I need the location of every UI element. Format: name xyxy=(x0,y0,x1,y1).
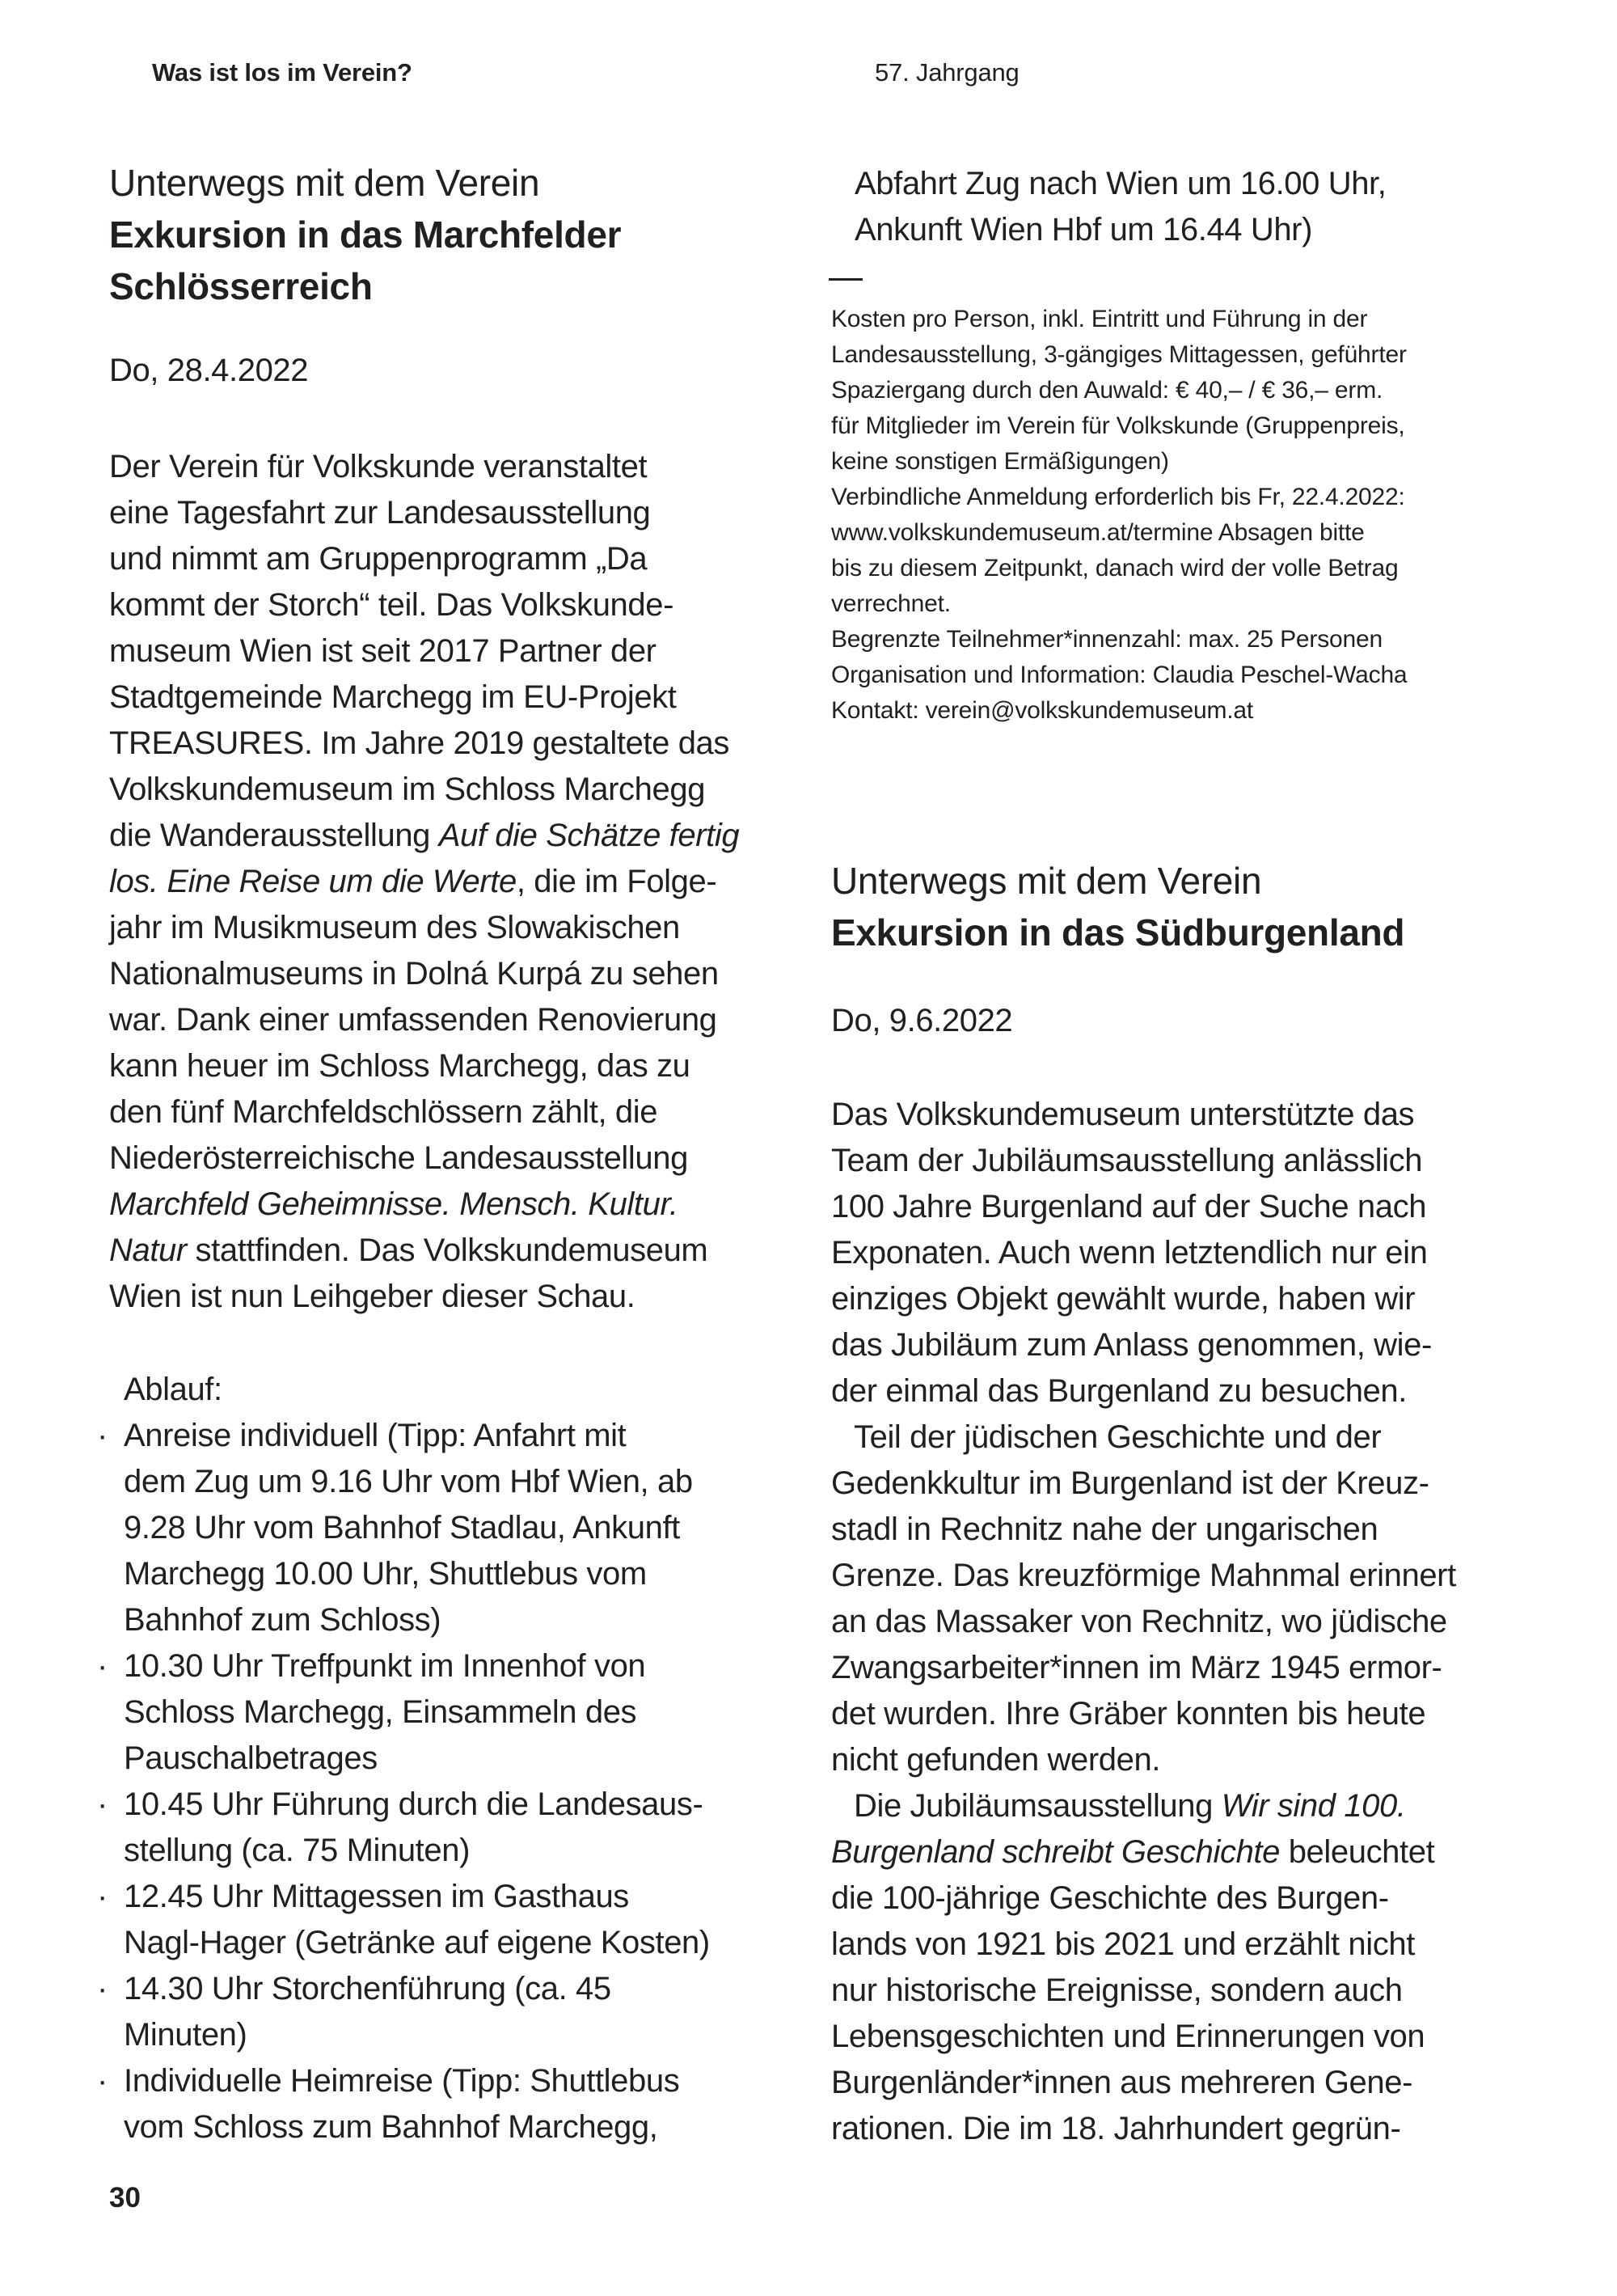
text-line: Landesausstellung, 3-gängiges Mittagessen, geführter xyxy=(831,341,1407,368)
text-line: war. Dank einer umfassenden Renovierung xyxy=(109,1002,717,1038)
text-line: Marchfeld Geheimnisse. Mensch. Kultur. xyxy=(109,1186,678,1222)
text-line: Organisation und Information: Claudia Peschel-Wacha xyxy=(831,662,1408,688)
list-item xyxy=(97,1413,813,1643)
text-line: Natur stattfinden. Das Volkskundemuseum xyxy=(109,1233,708,1268)
text-line: vom Schloss zum Bahnhof Marchegg, xyxy=(124,2109,658,2145)
text-line: den fünf Marchfeldschlössern zählt, die xyxy=(109,1094,658,1130)
schedule-list xyxy=(97,1413,813,2150)
bullet-icon: · xyxy=(97,1879,108,1914)
footnote-rule xyxy=(829,278,863,281)
text-line: nur historische Ereignisse, sondern auch xyxy=(831,1973,1403,2008)
article2-body xyxy=(831,1092,1559,2152)
text-line: Team der Jubiläumsausstellung anlässlich xyxy=(831,1143,1423,1178)
text-line: an das Massaker von Rechnitz, wo jüdische xyxy=(831,1604,1447,1639)
text-line: Das Volkskundemuseum unterstützte das xyxy=(831,1097,1415,1132)
text-line: Abfahrt Zug nach Wien um 16.00 Uhr, xyxy=(855,166,1387,201)
text-line: Nagl-Hager (Getränke auf eigene Kosten) xyxy=(124,1925,710,1960)
list-item xyxy=(97,2058,813,2150)
list-item xyxy=(97,1874,813,1966)
text-line: Minuten) xyxy=(124,2017,247,2053)
text-line: und nimmt am Gruppenprogramm „Da xyxy=(109,541,648,577)
text-line: keine sonstigen Ermäßigungen) xyxy=(831,448,1169,475)
text-line: Stadtgemeinde Marchegg im EU-Projekt xyxy=(109,679,677,715)
text-line: Kontakt: verein@volkskundemuseum.at xyxy=(831,697,1254,724)
text-line: Zwangsarbeiter*innen im März 1945 ermor- xyxy=(831,1650,1442,1685)
text-line: eine Tagesfahrt zur Landesausstellung xyxy=(109,495,651,531)
bullet-icon: · xyxy=(97,2063,108,2099)
text-line: Nationalmuseums in Dolná Kurpá zu sehen xyxy=(109,956,719,992)
article1-footnote xyxy=(831,302,1559,729)
text-line: kommt der Storch“ teil. Das Volkskunde- xyxy=(109,587,673,623)
article1-title-line2: Schlösserreich xyxy=(109,265,373,307)
text-line: Lebensgeschichten und Erinnerungen von xyxy=(831,2019,1425,2054)
text-line: Die Jubiläumsausstellung Wir sind 100. xyxy=(854,1788,1406,1824)
text-line: Individuelle Heimreise (Tipp: Shuttlebus xyxy=(124,2063,680,2099)
page-number: 30 xyxy=(109,2182,141,2214)
text-line: www.volkskundemuseum.at/termine Absagen bitte xyxy=(831,519,1365,546)
text-line: für Mitglieder im Verein für Volkskunde (Gruppenpreis, xyxy=(831,412,1405,439)
bullet-icon: · xyxy=(97,1971,108,2006)
text-line: 10.30 Uhr Treffpunkt im Innenhof von xyxy=(124,1648,646,1684)
schedule-continuation xyxy=(831,161,1386,253)
article2-date: Do, 9.6.2022 xyxy=(831,1003,1013,1038)
text-line: nicht gefunden werden. xyxy=(831,1742,1161,1778)
text-line: jahr im Musikmuseum des Slowakischen xyxy=(109,910,680,945)
text-line: Grenze. Das kreuzförmige Mahnmal erinnert xyxy=(831,1558,1456,1593)
text-line: Gedenkkultur im Burgenland ist der Kreuz- xyxy=(831,1465,1429,1501)
text-line: Exponaten. Auch wenn letztendlich nur ein xyxy=(831,1235,1428,1271)
list-item xyxy=(97,1643,813,1782)
article2-title: Exkursion in das Südburgenland xyxy=(831,911,1405,953)
text-line: TREASURES. Im Jahre 2019 gestaltete das xyxy=(109,725,729,761)
text-line: rationen. Die im 18. Jahrhundert gegrün- xyxy=(831,2111,1401,2146)
bullet-icon: · xyxy=(97,1786,108,1822)
text-line: Pauschalbetrages xyxy=(124,1740,378,1776)
text-line: die Wanderausstellung Auf die Schätze fertig xyxy=(109,818,740,853)
text-line: 10.45 Uhr Führung durch die Landesaus- xyxy=(124,1786,703,1822)
text-line: Bahnhof zum Schloss) xyxy=(124,1602,441,1638)
text-line: einziges Objekt gewählt wurde, haben wir xyxy=(831,1281,1416,1317)
text-line: los. Eine Reise um die Werte, die im Folge- xyxy=(109,864,717,899)
bullet-icon: · xyxy=(97,1648,108,1684)
text-line: Niederösterreichische Landesausstellung xyxy=(109,1140,688,1176)
text-line: verrechnet. xyxy=(831,590,951,617)
text-line: det wurden. Ihre Gräber konnten bis heute xyxy=(831,1696,1426,1732)
text-line: Burgenländer*innen aus mehreren Gene- xyxy=(831,2065,1413,2100)
article1-heading xyxy=(109,157,621,312)
article1-date: Do, 28.4.2022 xyxy=(109,353,309,388)
text-line: dem Zug um 9.16 Uhr vom Hbf Wien, ab xyxy=(124,1464,693,1499)
list-item xyxy=(97,1966,813,2058)
text-line: stadl in Rechnitz nahe der ungarischen xyxy=(831,1512,1378,1547)
bullet-icon: · xyxy=(97,1418,108,1453)
text-line: Marchegg 10.00 Uhr, Shuttlebus vom xyxy=(124,1556,647,1592)
text-line: Ankunft Wien Hbf um 16.44 Uhr) xyxy=(855,212,1313,247)
text-line: das Jubiläum zum Anlass genommen, wie- xyxy=(831,1327,1432,1363)
text-line: Wien ist nun Leihgeber dieser Schau. xyxy=(109,1279,635,1314)
article2-heading xyxy=(831,855,1404,958)
text-line: museum Wien ist seit 2017 Partner der xyxy=(109,633,657,669)
text-line: Der Verein für Volkskunde veranstaltet xyxy=(109,449,648,484)
article1-title-line1: Exkursion in das Marchfelder xyxy=(109,214,622,256)
text-line: Burgenland schreibt Geschichte beleuchtet xyxy=(831,1834,1435,1870)
text-line: Begrenzte Teilnehmer*innenzahl: max. 25 Personen xyxy=(831,626,1383,653)
text-line: der einmal das Burgenland zu besuchen. xyxy=(831,1373,1407,1409)
text-line: Verbindliche Anmeldung erforderlich bis Fr, 22.4.2022: xyxy=(831,484,1405,510)
text-line: bis zu diesem Zeitpunkt, danach wird der volle Betrag xyxy=(831,555,1399,581)
text-line: lands von 1921 bis 2021 und erzählt nicht xyxy=(831,1926,1415,1962)
text-line: Volkskundemuseum im Schloss Marchegg xyxy=(109,772,706,807)
article1-schedule xyxy=(97,1367,813,2150)
schedule-label: Ablauf: xyxy=(124,1372,222,1407)
text-line: stellung (ca. 75 Minuten) xyxy=(124,1833,471,1868)
article1-kicker: Unterwegs mit dem Verein xyxy=(109,162,540,204)
text-line: kann heuer im Schloss Marchegg, das zu xyxy=(109,1048,690,1084)
text-line: 12.45 Uhr Mittagessen im Gasthaus xyxy=(124,1879,629,1914)
text-line: die 100-jährige Geschichte des Burgen- xyxy=(831,1880,1389,1916)
text-line: 14.30 Uhr Storchenführung (ca. 45 xyxy=(124,1971,611,2006)
text-line: Kosten pro Person, inkl. Eintritt und Führung in der xyxy=(831,306,1368,332)
text-line: Spaziergang durch den Auwald: € 40,– / € 36,– erm. xyxy=(831,377,1383,404)
running-header-section: Was ist los im Verein? xyxy=(152,58,412,87)
text-line: 100 Jahre Burgenland auf der Suche nach xyxy=(831,1189,1427,1224)
text-line: Teil der jüdischen Geschichte und der xyxy=(854,1419,1382,1455)
list-item xyxy=(97,1782,813,1874)
text-line: Anreise individuell (Tipp: Anfahrt mit xyxy=(124,1418,627,1453)
article2-kicker: Unterwegs mit dem Verein xyxy=(831,860,1262,902)
running-header-edition: 57. Jahrgang xyxy=(875,58,1020,87)
article1-body xyxy=(109,444,813,1320)
text-line: 9.28 Uhr vom Bahnhof Stadlau, Ankunft xyxy=(124,1510,680,1545)
text-line: Schloss Marchegg, Einsammeln des xyxy=(124,1694,637,1730)
